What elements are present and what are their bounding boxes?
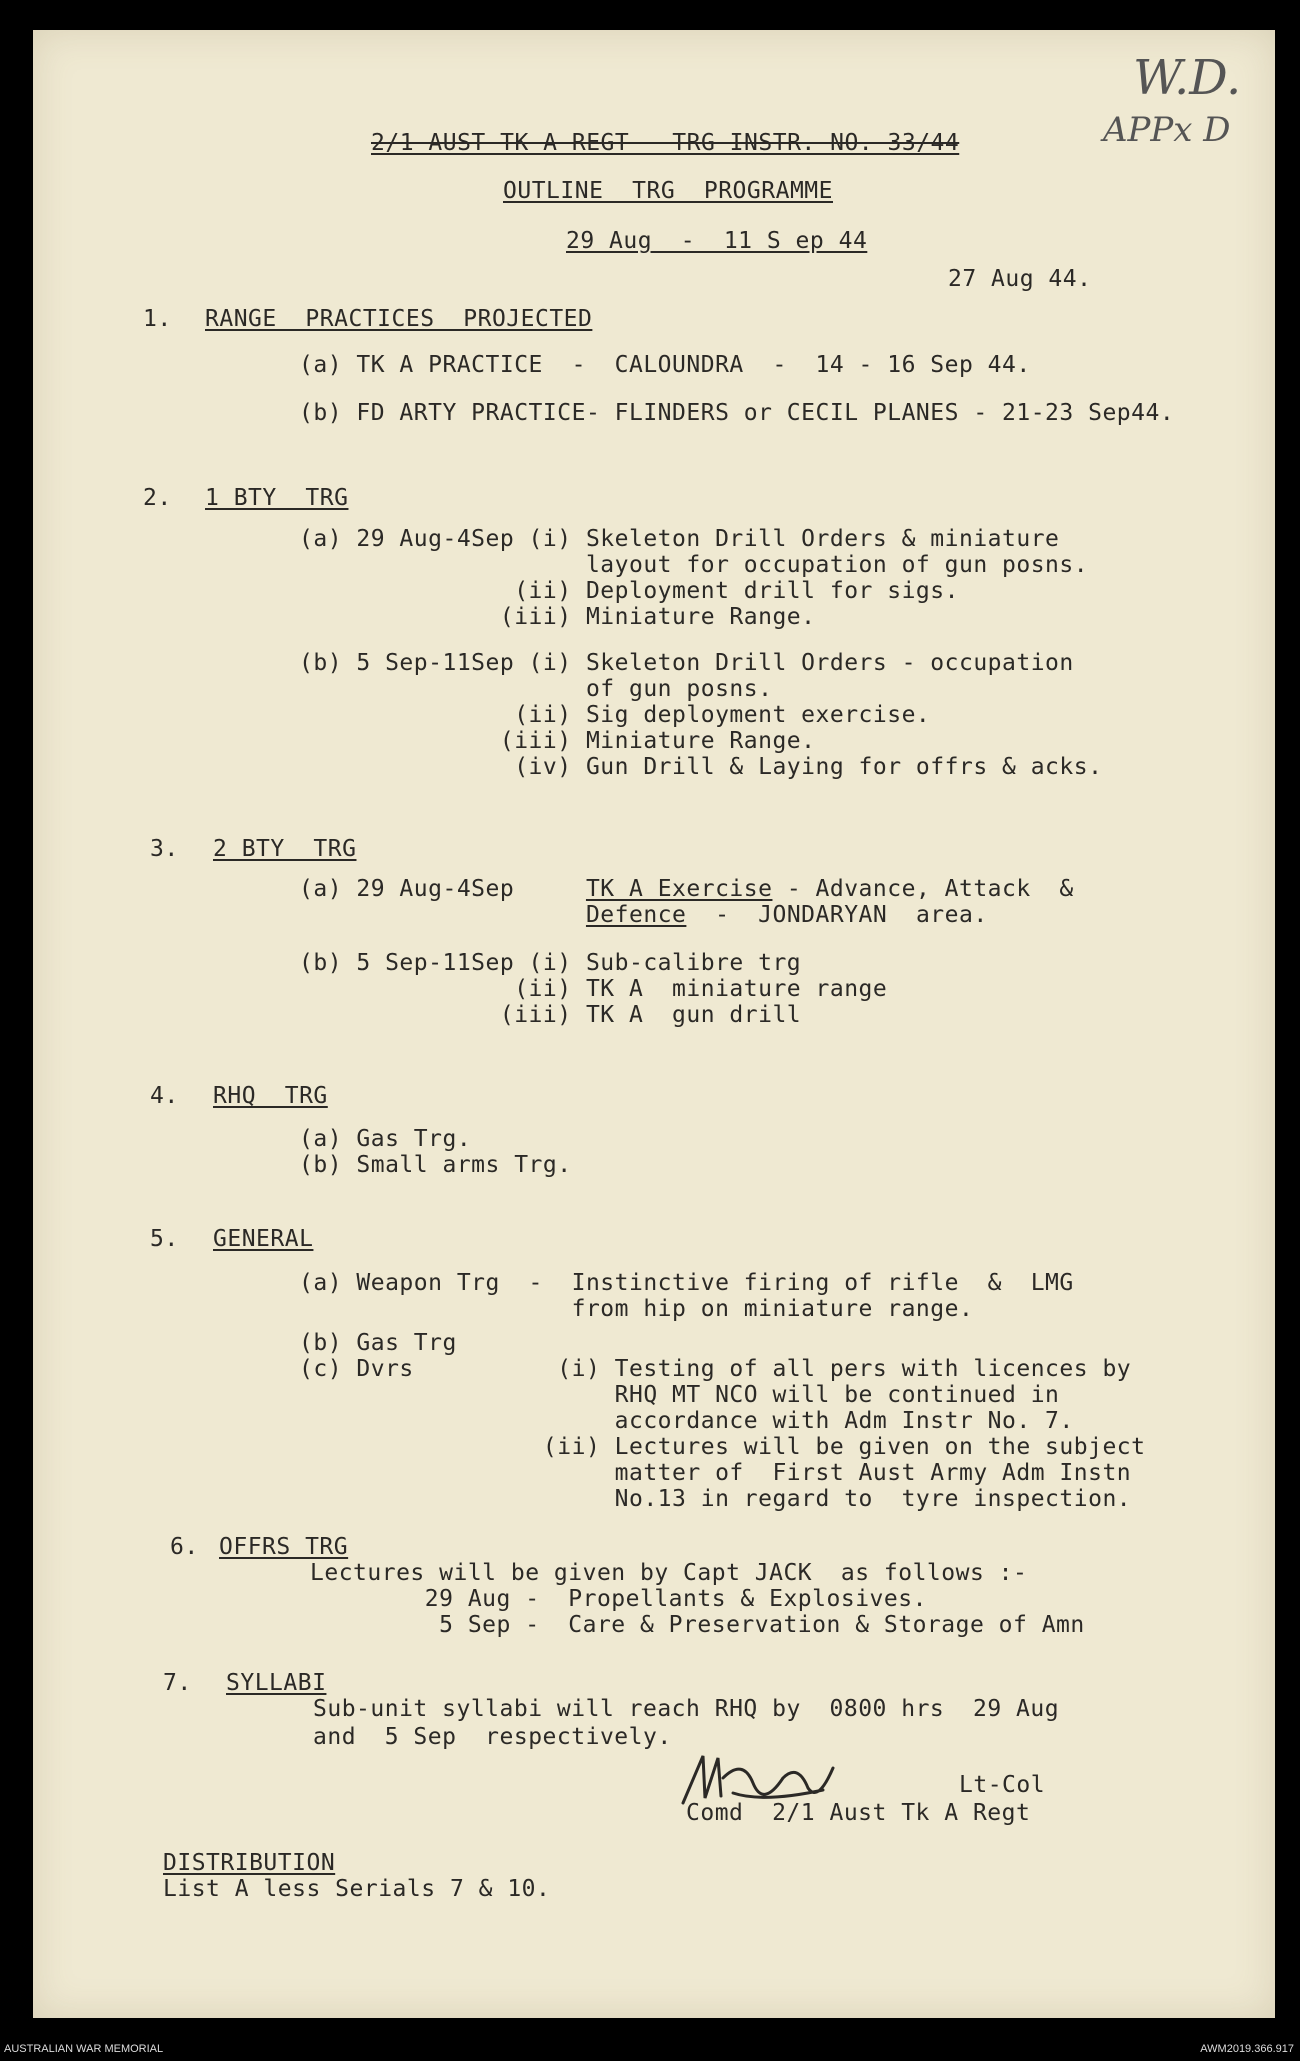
section-line: Defence - JONDARYAN area. — [585, 902, 988, 928]
signature-rank: Lt-Col — [959, 1772, 1046, 1798]
section-line: (a) 29 Aug-4Sep TK A Exercise - Advance, Attack & — [299, 876, 1074, 902]
section-line: Lectures will be given by Capt JACK as follows :- — [310, 1560, 1028, 1586]
document-page — [33, 30, 1275, 2018]
section-number: 2. — [143, 485, 172, 511]
footer-left: AUSTRALIAN WAR MEMORIAL — [4, 2043, 164, 2055]
distribution-title: DISTRIBUTION — [163, 1850, 336, 1876]
section-number: 6. — [170, 1534, 199, 1560]
section-title: 1 BTY TRG — [205, 485, 349, 511]
section-line: layout for occupation of gun posns. — [299, 552, 1089, 578]
section-line: (b) 5 Sep-11Sep (i) Skeleton Drill Orders - occupation — [299, 650, 1074, 676]
section-line: (ii) Sig deployment exercise. — [299, 702, 931, 728]
distribution-text: List A less Serials 7 & 10. — [163, 1876, 551, 1902]
handwritten-appx: APPx D — [1103, 110, 1231, 150]
section-line: (a) TK A PRACTICE - CALOUNDRA - 14 - 16 Sep 44. — [299, 352, 1031, 378]
section-line: RHQ MT NCO will be continued in — [299, 1382, 1060, 1408]
exercise-subtitle: Defence — [585, 902, 687, 928]
section-number: 5. — [150, 1226, 179, 1252]
section-line: matter of First Aust Army Adm Instn — [299, 1460, 1132, 1486]
section-line: (b) Gas Trg — [299, 1330, 457, 1356]
document-date: 27 Aug 44. — [948, 266, 1092, 292]
section-title: GENERAL — [213, 1226, 314, 1252]
section-line: (ii) Lectures will be given on the subject — [299, 1434, 1146, 1460]
section-line: (iv) Gun Drill & Laying for offrs & acks. — [299, 754, 1103, 780]
instruction-reference: 2/1 AUST TK A REGT TRG INSTR. NO. 33/44 — [371, 130, 960, 156]
section-title: RHQ TRG — [213, 1083, 328, 1109]
section-line: (b) 5 Sep-11Sep (i) Sub-calibre trg — [299, 950, 802, 976]
section-line: (a) 29 Aug-4Sep (i) Skeleton Drill Orders & miniature — [299, 526, 1060, 552]
section-line: (b) FD ARTY PRACTICE- FLINDERS or CECIL PLANES - 21-23 Sep44. — [299, 400, 1175, 426]
footer-right: AWM2019.366.917 — [1200, 2043, 1294, 2055]
section-line: (b) Small arms Trg. — [299, 1152, 572, 1178]
section-number: 7. — [163, 1670, 192, 1696]
section-number: 3. — [150, 836, 179, 862]
section-number: 4. — [150, 1083, 179, 1109]
handwritten-wd: W.D. — [1133, 50, 1242, 106]
section-line: (iii) Miniature Range. — [299, 604, 816, 630]
section-line: (a) Weapon Trg - Instinctive firing of rifle & LMG — [299, 1270, 1074, 1296]
section-line: (c) Dvrs (i) Testing of all pers with licences by — [299, 1356, 1132, 1382]
section-line: Sub-unit syllabi will reach RHQ by 0800 hrs 29 Aug — [313, 1696, 1060, 1722]
section-title: SYLLABI — [226, 1670, 327, 1696]
section-line: (iii) Miniature Range. — [299, 728, 816, 754]
section-line: 5 Sep - Care & Preservation & Storage of Amn — [310, 1612, 1085, 1638]
section-line: (ii) TK A miniature range — [299, 976, 888, 1002]
section-line: from hip on miniature range. — [299, 1296, 974, 1322]
section-title: 2 BTY TRG — [213, 836, 357, 862]
section-line: (ii) Deployment drill for sigs. — [299, 578, 959, 604]
section-line: No.13 in regard to tyre inspection. — [299, 1486, 1132, 1512]
section-line: of gun posns. — [299, 676, 773, 702]
section-number: 1. — [143, 306, 172, 332]
exercise-title: TK A Exercise — [585, 876, 773, 902]
section-title: OFFRS TRG — [219, 1534, 349, 1560]
programme-period: 29 Aug - 11 S ep 44 — [566, 228, 868, 254]
section-line: 29 Aug - Propellants & Explosives. — [310, 1586, 927, 1612]
section-line: (a) Gas Trg. — [299, 1126, 472, 1152]
section-title: RANGE PRACTICES PROJECTED — [205, 306, 593, 332]
document-title: OUTLINE TRG PROGRAMME — [503, 178, 833, 204]
section-line: accordance with Adm Instr No. 7. — [299, 1408, 1074, 1434]
section-line: (iii) TK A gun drill — [299, 1002, 802, 1028]
section-line: and 5 Sep respectively. — [313, 1724, 672, 1750]
signature-title: Comd 2/1 Aust Tk A Regt — [686, 1800, 1031, 1826]
